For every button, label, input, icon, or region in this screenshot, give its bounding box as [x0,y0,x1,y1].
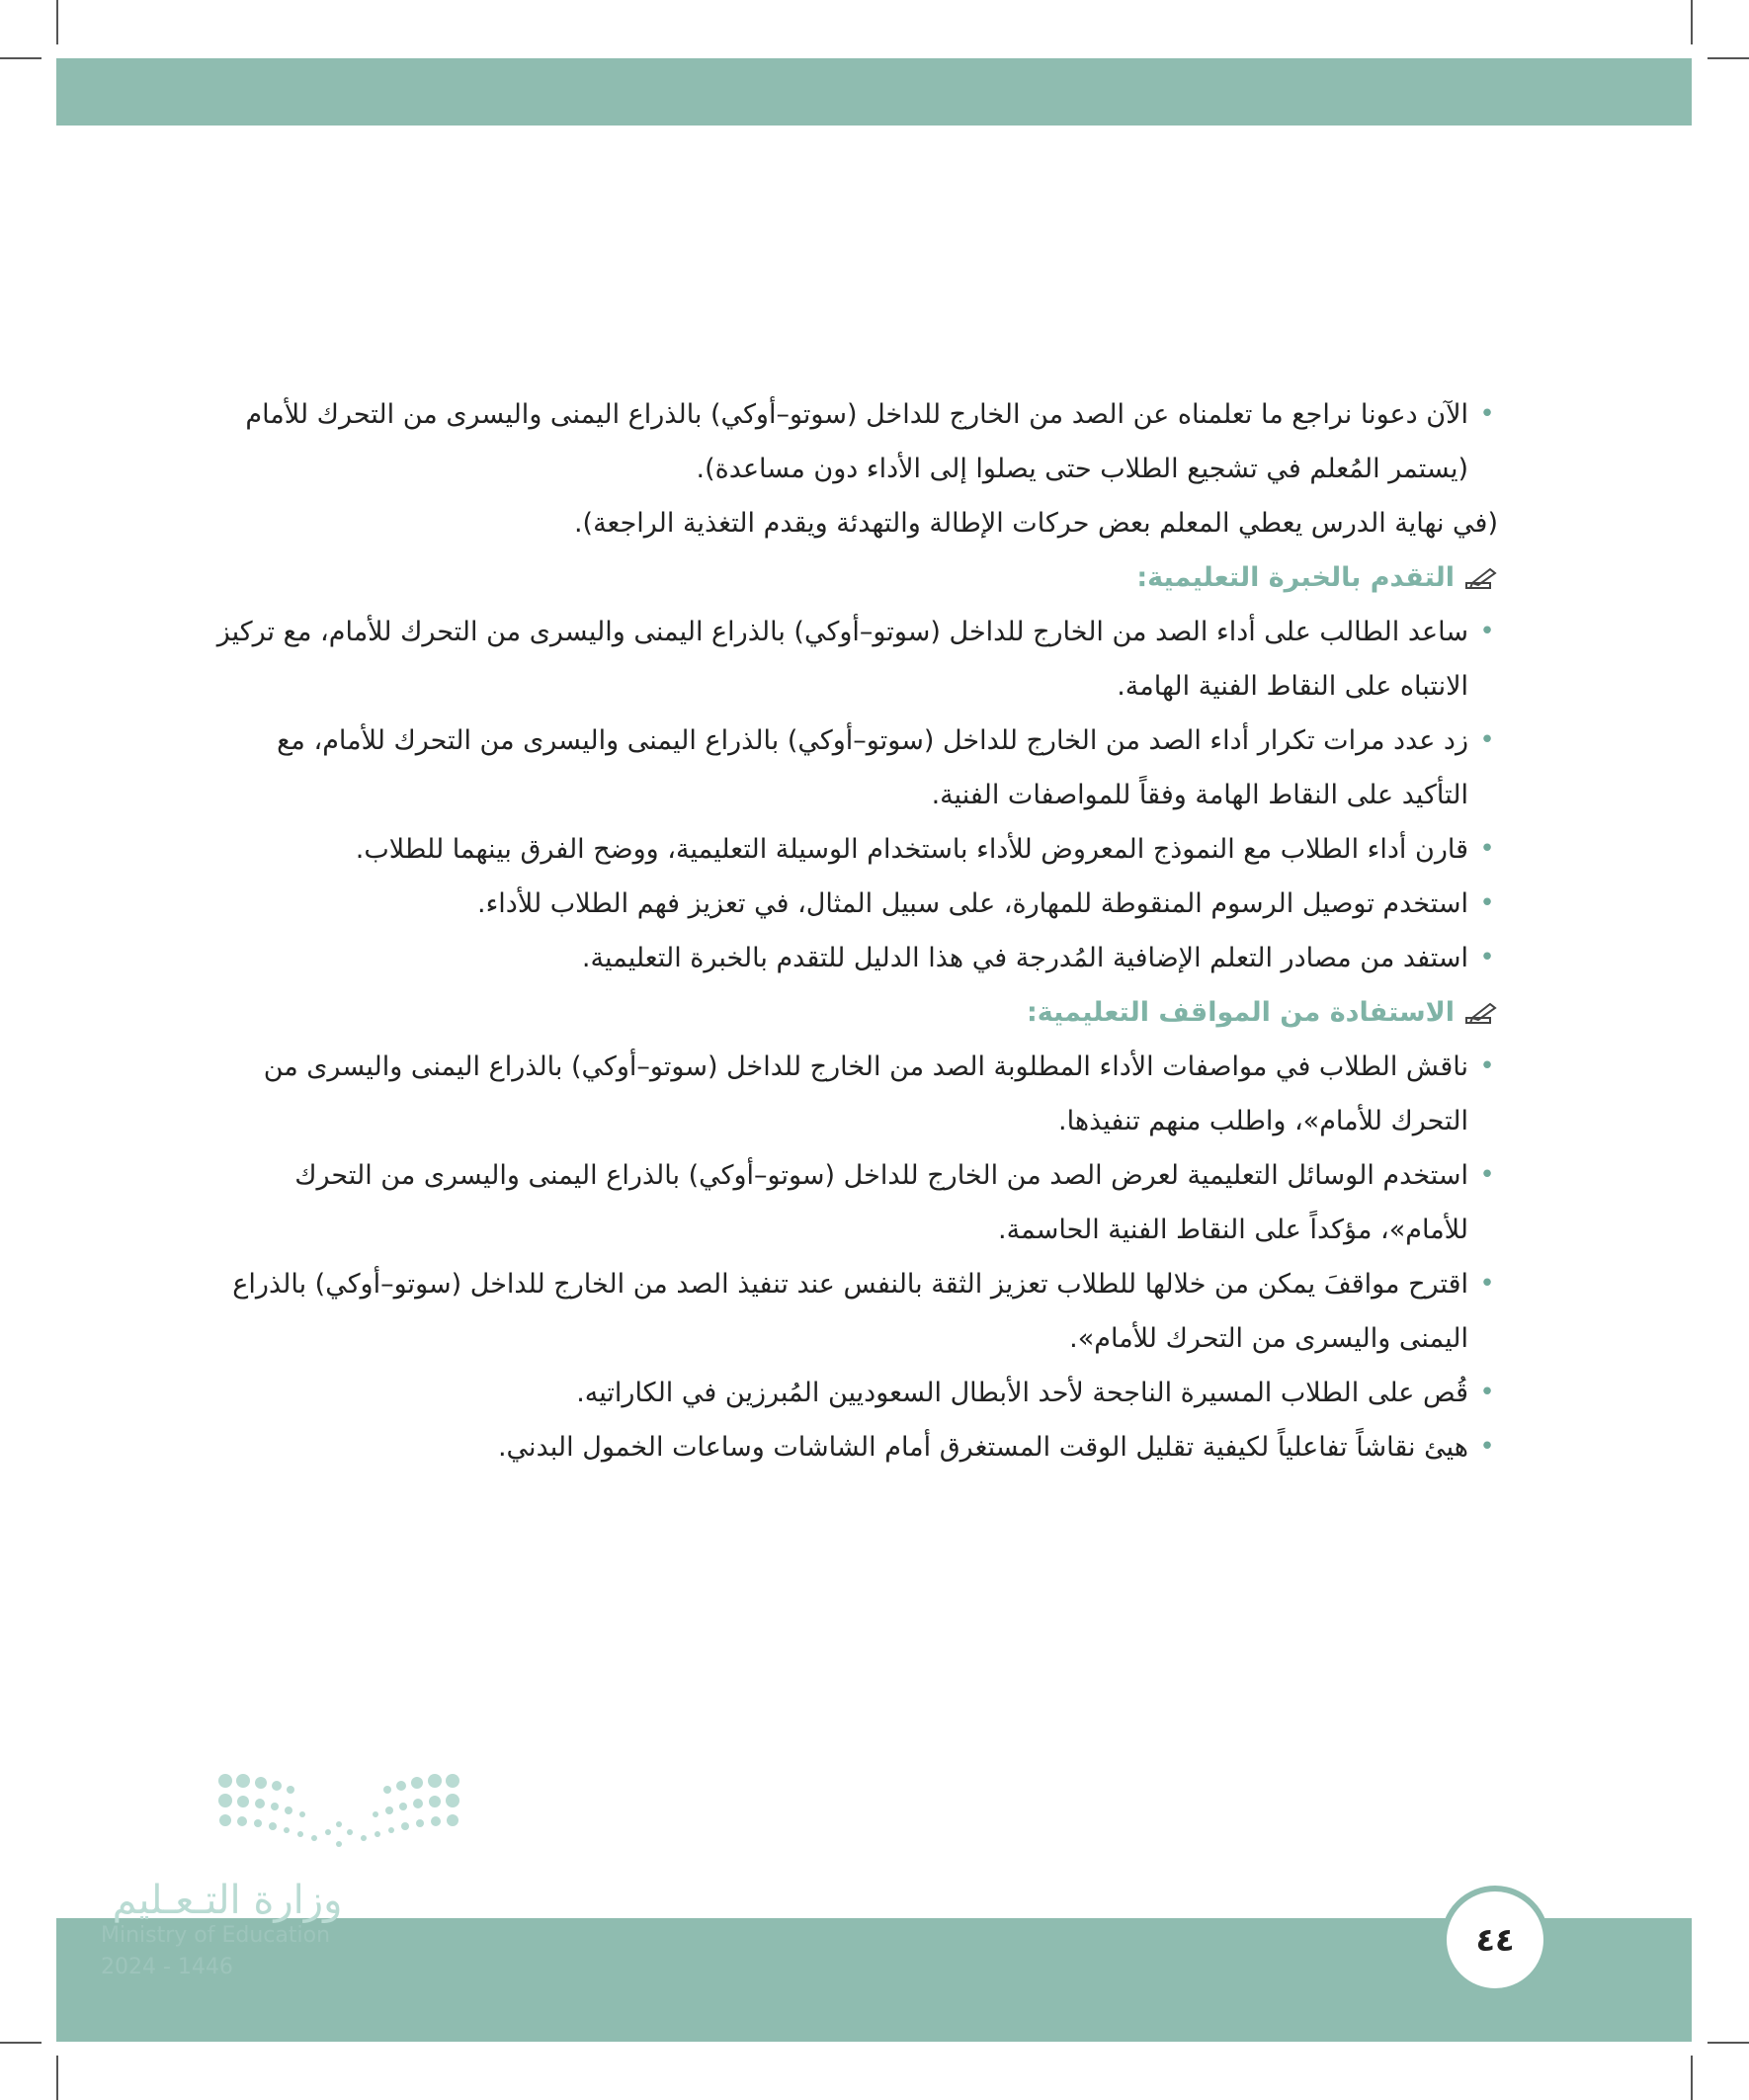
item-text: ساعد الطالب على أداء الصد من الخارج للداخل (سوتو–أوكي) بالذراع اليمنى واليسرى من التحرك للأمام، مع تركيز الانتباه على النقاط الفنية الهامة. [216,617,1468,702]
list-item [213,822,1498,877]
list-item [213,1257,1498,1366]
logo-dots-icon [215,1769,462,1858]
item-text: استخدم الوسائل التعليمية لعرض الصد من الخارج للداخل (سوتو–أوكي) بالذراع اليمنى واليسرى من التحرك للأمام»، مؤكداً على النقاط الفنية الحاسمة. [294,1160,1468,1245]
list-item [213,605,1498,714]
crop-mark [0,2042,42,2044]
list-item [213,877,1498,931]
bullet-icon: • [1479,888,1495,918]
bullet-icon: • [1479,943,1495,972]
bullet-icon: • [1479,399,1495,429]
list-item [213,1420,1498,1474]
item-text: قارن أداء الطلاب مع النموذج المعروض للأداء باستخدام الوسيلة التعليمية، ووضح الفرق بينهما للطلاب. [355,834,1468,865]
crop-mark [1707,57,1749,59]
item-text: زد عدد مرات تكرار أداء الصد من الخارج للداخل (سوتو–أوكي) بالذراع اليمنى واليسرى من التحرك للأمام، مع التأكيد على النقاط الهامة وفقاً للمواصفات الفنية. [277,725,1468,810]
crop-mark [0,57,42,59]
page-number-badge [1441,1886,1549,1994]
item-text: ناقش الطلاب في مواصفات الأداء المطلوبة الصد من الخارج للداخل (سوتو–أوكي) بالذراع اليمنى واليسرى من التحرك للأمام»، واطلب منهم تنفيذها. [263,1051,1468,1136]
bullet-icon: • [1479,1051,1495,1081]
item-text: هيئ نقاشاً تفاعلياً لكيفية تقليل الوقت المستغرق أمام الشاشات وساعات الخمول البدني. [497,1432,1468,1463]
logo-arabic-text: وزارة التـعـليم [112,1878,343,1923]
item-text: قُص على الطلاب المسيرة الناجحة لأحد الأبطال السعوديين المُبرزين في الكاراتيه. [576,1378,1468,1408]
crop-mark [1691,0,1693,44]
logo-english-text: Ministry of Education [101,1923,331,1948]
heading-text: الاستفادة من المواقف التعليمية: [1026,997,1455,1028]
pencil-icon [1464,565,1498,591]
list-item [213,387,1498,496]
header-band [56,58,1692,126]
crop-mark [1707,2042,1749,2044]
bullet-icon: • [1479,834,1495,864]
bullet-icon: • [1479,1378,1495,1407]
logo-year-text: 2024 - 1446 [101,1955,233,1979]
page-number: ٤٤ [1475,1921,1515,1959]
bullet-icon: • [1479,617,1495,646]
crop-mark [1691,2056,1693,2100]
bullet-icon: • [1479,1432,1495,1462]
list-item [213,1148,1498,1257]
paragraph: (في نهاية الدرس يعطي المعلم بعض حركات الإطالة والتهدئة ويقدم التغذية الراجعة). [573,508,1498,539]
item-text: استخدم توصيل الرسوم المنقوطة للمهارة، على سبيل المثال، في تعزيز فهم الطلاب للأداء. [477,888,1468,919]
bullet-icon: • [1479,1269,1495,1299]
pencil-icon [1464,1000,1498,1026]
item-text: استفد من مصادر التعلم الإضافية المُدرجة في هذا الدليل للتقدم بالخبرة التعليمية. [581,943,1468,973]
crop-mark [56,0,58,44]
crop-mark [56,2056,58,2100]
section-heading [213,985,1498,1040]
page-content [213,387,1498,1474]
list-item [213,714,1498,822]
ministry-logo [99,1769,474,2006]
item-text: اقترح مواقفَ يمكن من خلالها للطلاب تعزيز الثقة بالنفس عند تنفيذ الصد من الخارج للداخل (سوتو–أوكي) بالذراع اليمنى واليسرى من التحرك للأمام». [232,1269,1468,1354]
bullet-icon: • [1479,725,1495,755]
heading-text: التقدم بالخبرة التعليمية: [1136,562,1455,593]
section-heading [213,550,1498,605]
bullet-icon: • [1479,1160,1495,1190]
item-text: الآن دعونا نراجع ما تعلمناه عن الصد من الخارج للداخل (سوتو–أوكي) بالذراع اليمنى واليسرى من التحرك للأمام (يستمر المُعلم في تشجيع الطلاب حتى يصلوا إلى الأداء دون مساعدة). [245,399,1468,484]
list-item [213,1040,1498,1148]
list-item [213,1366,1498,1420]
list-item [213,931,1498,985]
